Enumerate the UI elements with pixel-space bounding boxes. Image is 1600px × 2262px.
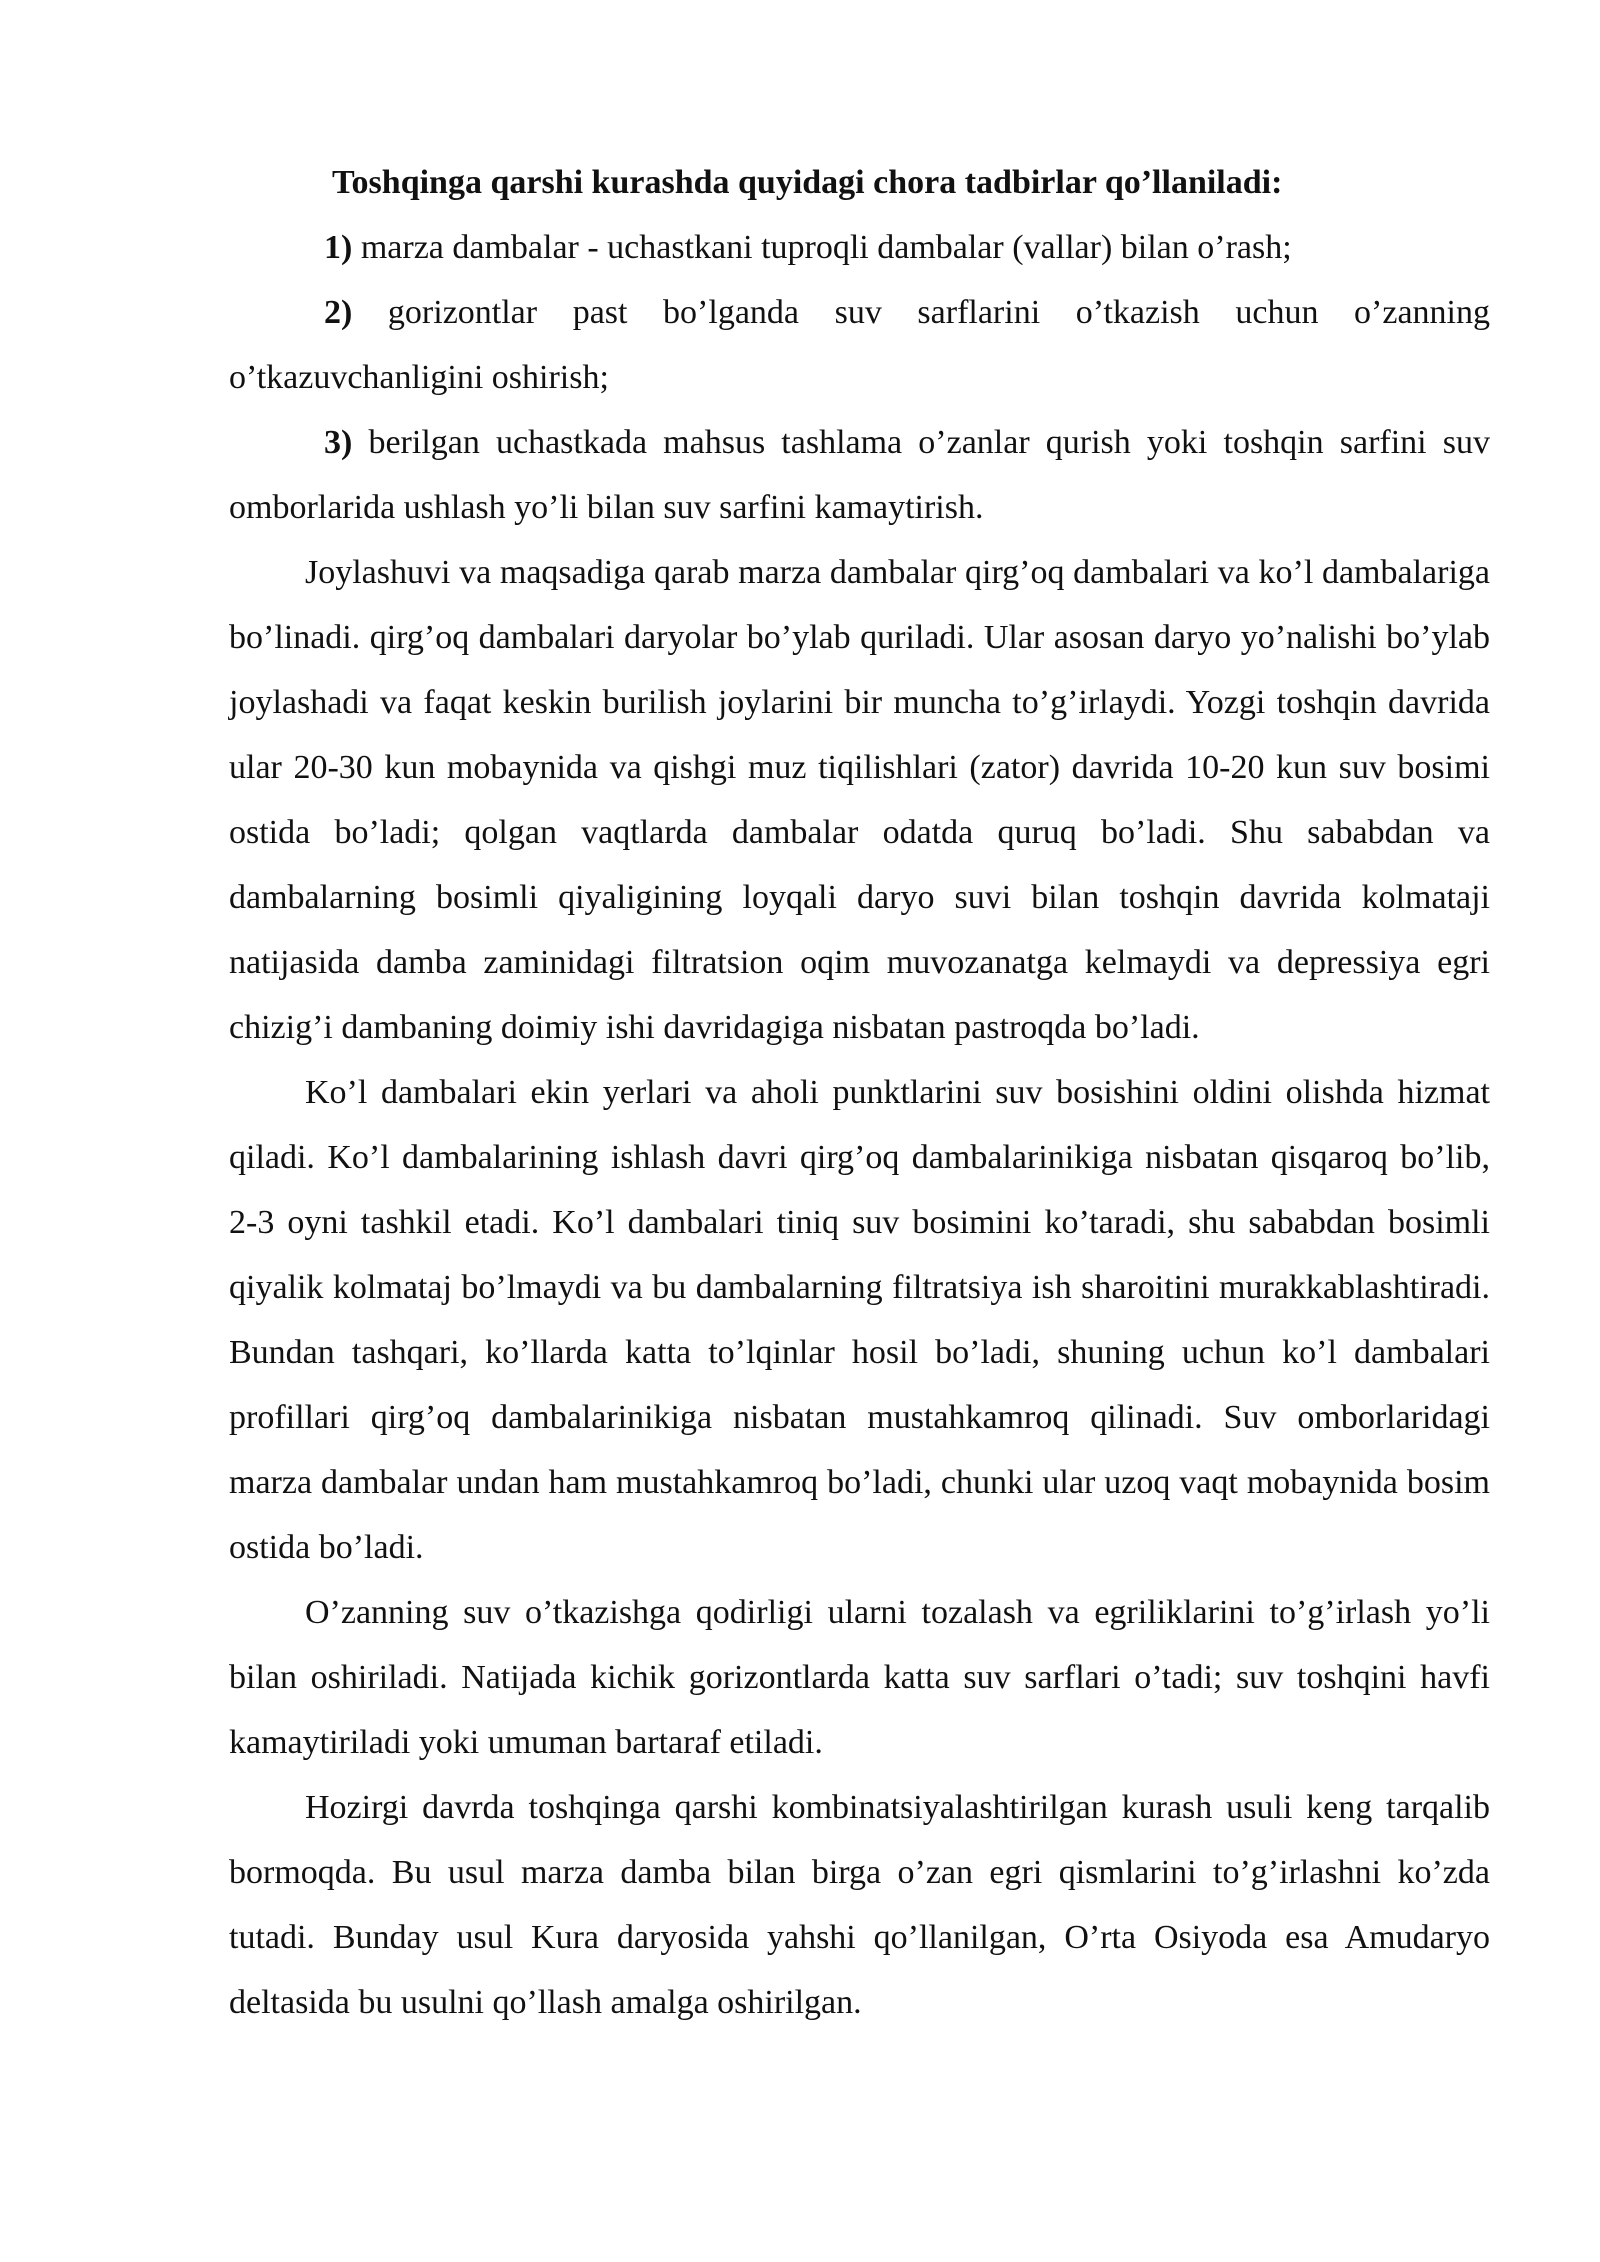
paragraph-lake-dams: Ko’l dambalari ekin yerlari va aholi punktlarini suv bosishini oldini olishda hizmat qiladi. Ko’l dambalarining ishlash davri qirg’oq dambalarinikiga nisbatan qisqaroq bo’lib, 2-3 oyni tashkil etadi. Ko’l dambalari tiniq suv bosimini ko’taradi, shu sababdan bosimli qiyalik kolmataj bo’lmaydi va bu dambalarning filtratsiya ish sharoitini murakkablashtiradi. Bundan tashqari, ko’llarda katta to’lqinlar hosil bo’ladi, shuning uchun ko’l dambalari profillari qirg’oq dambalarinikiga nisbatan mustahkamroq qilinadi. Suv omborlaridagi marza dambalar undan ham mustahkamroq bo’ladi, chunki ular uzoq vaqt mobaynida bosim ostida bo’ladi. [229,1074,1490,1566]
list-item-text: gorizontlar past bo’lganda suv sarflarini o’tkazish uchun o’zanning o’tkazuvchanligini oshirish; [229,294,1490,396]
list-item-number: 2) [324,294,353,331]
document-title: Toshqinga qarshi kurashda quyidagi chora tadbirlar qo’llaniladi: [332,164,1283,201]
list-item-2 [229,280,1490,410]
paragraph-channel-capacity: O’zanning suv o’tkazishga qodirligi ularni tozalash va egriliklarini to’g’irlash yo’li bilan oshiriladi. Natijada kichik gorizontlarda katta suv sarflari o’tadi; suv toshqini havfi kamaytiriladi yoki umuman bartaraf etiladi. [229,1594,1490,1761]
list-item-text: berilgan uchastkada mahsus tashlama o’zanlar qurish yoki toshqin sarfini suv omborlarida ushlash yo’li bilan suv sarfini kamaytirish. [229,424,1490,526]
document-page [229,150,1490,2035]
list-item-text: marza dambalar - uchastkani tuproqli dambalar (vallar) bilan o’rash; [352,229,1292,266]
list-item-3 [229,410,1490,540]
list-item-1 [229,215,1490,280]
list-item-number: 1) [324,229,353,266]
paragraph-dam-types: Joylashuvi va maqsadiga qarab marza dambalar qirg’oq dambalari va ko’l dambalariga bo’linadi. qirg’oq dambalari daryolar bo’ylab quriladi. Ular asosan daryo yo’nalishi bo’ylab joylashadi va faqat keskin burilish joylarini bir muncha to’g’irlaydi. Yozgi toshqin davrida ular 20-30 kun mobaynida va qishgi muz tiqilishlari (zator) davrida 10-20 kun suv bosimi ostida bo’ladi; qolgan vaqtlarda dambalar odatda quruq bo’ladi. Shu sababdan va dambalarning bosimli qiyaligining loyqali daryo suvi bilan toshqin davrida kolmataji natijasida damba zaminidagi filtratsion oqim muvozanatga kelmaydi va depressiya egri chizig’i dambaning doimiy ishi davridagiga nisbatan pastroqda bo’ladi. [229,554,1490,1046]
list-item-number: 3) [324,424,353,461]
paragraph-combined-method: Hozirgi davrda toshqinga qarshi kombinatsiyalashtirilgan kurash usuli keng tarqalib bormoqda. Bu usul marza damba bilan birga o’zan egri qismlarini to’g’irlashni ko’zda tutadi. Bunday usul Kura daryosida yahshi qo’llanilgan, O’rta Osiyoda esa Amudaryo deltasida bu usulni qo’llash amalga oshirilgan. [229,1789,1490,2021]
